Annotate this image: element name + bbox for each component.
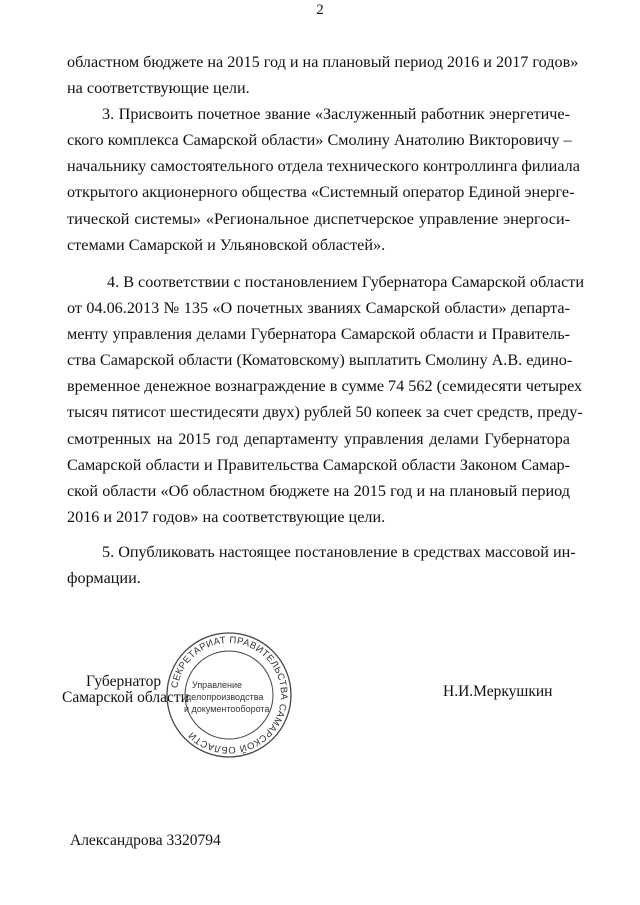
signatory-name: Н.И.Меркушкин: [443, 683, 553, 700]
stamp-inner-line3: и документооборота: [184, 704, 270, 714]
body-line: областном бюджете на 2015 год и на плановый период 2016 и 2017 годов»: [67, 53, 579, 71]
body-line: на соответствующие цели.: [67, 79, 250, 97]
executor-contact: Александрова 3320794: [70, 832, 221, 849]
stamp-inner-line1: Управление: [192, 680, 243, 690]
body-line: временное денежное вознаграждение в сумме 74 562 (семидесяти четырех: [67, 377, 583, 395]
stamp-ring-text: СЕКРЕТАРИАТ ПРАВИТЕЛЬСТВА САМАРСКОЙ ОБЛАСТИ: [169, 634, 290, 756]
stamp-inner-line2: делопроизводства: [186, 692, 264, 702]
body-line: тической системы» «Региональное диспетчерское управление энергоси-: [67, 210, 570, 228]
body-line: 5. Опубликовать настоящее постановление в средствах массовой ин-: [102, 543, 576, 561]
body-line: начальнику самостоятельного отдела технического контроллинга филиала: [67, 157, 580, 175]
body-line: смотренных на 2015 год департаменту управления делами Губернатора: [67, 430, 570, 448]
signatory-title-line2: Самарской области: [62, 689, 189, 706]
body-line: тысяч пятисот шестидесяти двух) рублей 50 копеек за счет средств, преду-: [67, 403, 583, 421]
body-line: 3. Присвоить почетное звание «Заслуженный работник энергетиче-: [102, 105, 570, 123]
body-line: Самарской области и Правительства Самарской области Законом Самар-: [67, 456, 570, 474]
body-line: 4. В соответствии с постановлением Губернатора Самарской области: [107, 273, 584, 291]
body-line: формации.: [67, 569, 141, 587]
body-line: ской области «Об областном бюджете на 2015 год и на плановый период: [67, 482, 570, 500]
signatory-title-line1: Губернатор: [86, 673, 162, 690]
body-line: стемами Самарской и Ульяновской областей».: [67, 236, 386, 254]
body-line: ства Самарской области (Коматовскому) выплатить Смолину А.В. едино-: [67, 351, 573, 369]
official-seal-stamp: [164, 630, 294, 760]
body-line: ского комплекса Самарской области» Смолину Анатолию Викторовичу –: [67, 131, 572, 149]
body-line: менту управления делами Губернатора Самарской области и Правитель-: [67, 325, 570, 343]
page-number: 2: [316, 2, 324, 18]
body-line: от 04.06.2013 № 135 «О почетных званиях Самарской области» департа-: [67, 299, 570, 317]
body-line: открытого акционерного общества «Системный оператор Единой энерге-: [67, 183, 575, 201]
body-line: 2016 и 2017 годов» на соответствующие цели.: [67, 508, 386, 526]
